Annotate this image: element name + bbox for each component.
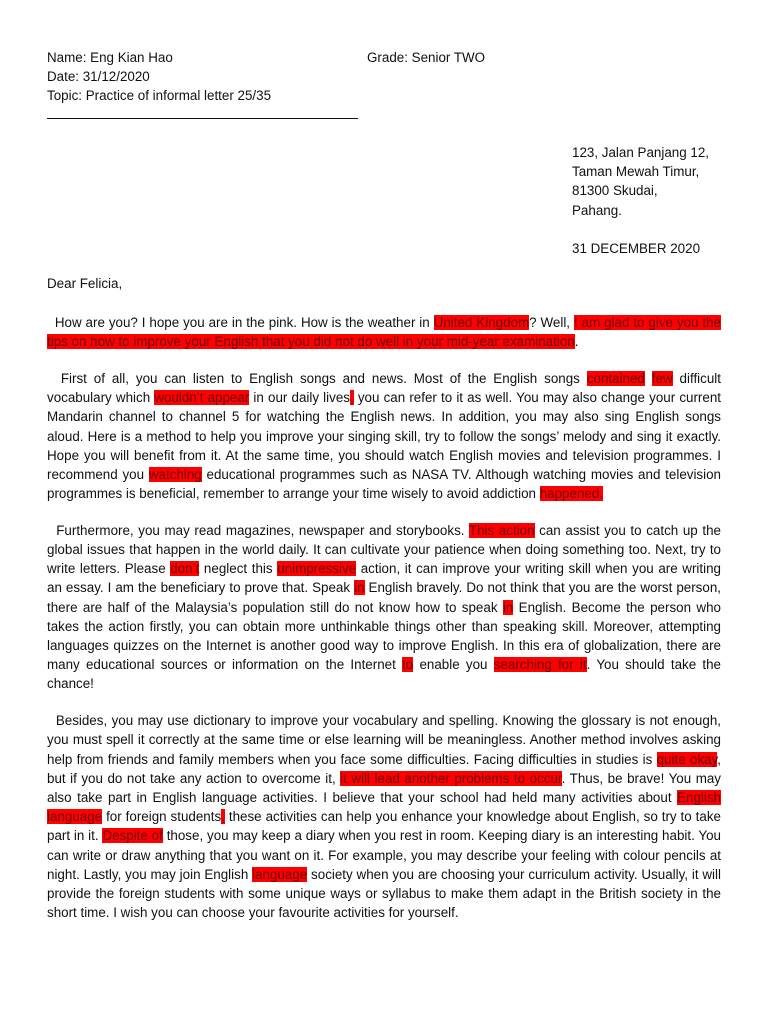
highlighted-correction: in xyxy=(502,599,514,615)
paragraph-text: neglect this xyxy=(199,561,278,577)
header-divider xyxy=(47,118,358,119)
paragraph-text: society when you are choosing your curriculum activity. Usually, it will provide the foreign students with some unique ways or syllabus to make them adapt in the British society in the short time. I wish you can choose your favourite activities for yourself. xyxy=(47,866,721,921)
paragraph-text: How are you? I hope you are in the pink. How is the weather in xyxy=(54,315,434,330)
letter-date: 31 DECEMBER 2020 xyxy=(572,240,701,256)
paragraph-text: difficult vocabulary which xyxy=(47,370,721,406)
highlighted-correction: it will lead another problems to occur xyxy=(340,770,562,786)
highlighted-correction: , xyxy=(221,809,225,825)
highlighted-correction: English language xyxy=(47,789,721,825)
sender-address xyxy=(572,143,709,258)
highlighted-correction: I am glad to give you the tips on how to improve your English that you did not do well in your mid-year examination xyxy=(47,315,722,350)
paragraph-text: Besides, you may use dictionary to improve your vocabulary and spelling. Knowing the glossary is not enough, you must spell it correctly at the same time or else learning will be meaningless. Another method involves asking help from friends and family members when you face some difficulties. Facing difficulties in studies is xyxy=(47,713,721,767)
paragraph-text: First of all, you can listen to English songs and news. Most of the English songs xyxy=(60,370,587,386)
student-grade: Grade: Senior TWO xyxy=(367,50,486,65)
highlighted-correction: Despite of xyxy=(102,828,163,844)
body-paragraph xyxy=(47,369,721,503)
body-paragraph xyxy=(47,711,721,922)
highlighted-correction: contained xyxy=(586,370,645,386)
paragraph-text: ? Well, xyxy=(529,315,574,330)
paragraph-text: Furthermore, you may read magazines, newspaper and storybooks. xyxy=(56,522,469,538)
salutation: Dear Felicia, xyxy=(47,276,123,291)
highlighted-correction: in xyxy=(354,580,365,596)
paragraph-text: for foreign students xyxy=(102,809,222,825)
paragraph-text: educational programmes such as NASA TV. Although watching movies and television programmes is beneficial, remember to arrange your time wisely to avoid addiction xyxy=(47,466,721,502)
paragraph-text: . You should take the chance! xyxy=(47,657,722,692)
address-line: Pahang. xyxy=(572,202,622,218)
body-paragraph xyxy=(47,521,721,694)
address-line: 81300 Skudai, xyxy=(572,183,658,199)
paragraph-text: English. Become the person who takes the action firstly, you can obtain more unthinkable things other than speaking skill. Moreover, attempting languages quizzes on the Internet is another good way to improve English. In this era of globalization, there are many educational sources or information on the Internet xyxy=(47,599,721,673)
highlighted-correction: searching for it xyxy=(493,657,587,673)
body-paragraph xyxy=(47,313,721,351)
paragraph-text: those, you may keep a diary when you rest in room. Keeping diary is an interesting habit. You can write or draw anything that you want on it. For example, you may describe your feeling with colour pencils at night. Lastly, you may join English xyxy=(47,828,722,882)
paragraph-text: . xyxy=(574,334,579,350)
highlighted-correction: happened. xyxy=(539,486,604,502)
paragraph-text: these activities can help you enhance your knowledge about English, so try to take part in it. xyxy=(47,809,721,844)
address-line: Taman Mewah Timur, xyxy=(572,164,700,180)
highlighted-correction: watching xyxy=(148,466,202,482)
student-name: Name: Eng Kian Hao xyxy=(47,50,173,65)
letter-body xyxy=(47,313,721,940)
paragraph-text: action, it can improve your writing skill when you are writing an essay. I am the beneficiary to prove that. Speak xyxy=(47,561,721,596)
highlighted-correction: United Kingdom xyxy=(433,315,530,330)
paragraph-text: enable you xyxy=(413,657,494,673)
highlighted-correction: quite okay xyxy=(656,751,718,767)
paragraph-text: English bravely. Do not think that you are the worst person, there are half of the Malaysia’s population still do not know how to speak xyxy=(47,580,721,615)
highlighted-correction: unimpressive xyxy=(277,561,357,577)
paragraph-text: in our daily lives xyxy=(249,390,350,406)
address-line: 123, Jalan Panjang 12, xyxy=(572,145,709,160)
highlighted-correction: This action xyxy=(468,522,535,538)
paragraph-text: you can refer to it as well. You may also change your current Mandarin channel to channel 5 for watching the English news. In addition, you may also sing English songs aloud. Here is a method to help you improve your singing skill, try to follow the songs’ melody and sing it exactly. Hope you will benefit from it. At the same time, you should watch English movies and television programmes. I recommend you xyxy=(47,390,722,482)
paragraph-text: , but if you do not take any action to overcome it, xyxy=(47,751,721,786)
submission-date: Date: 31/12/2020 xyxy=(47,69,150,84)
paragraph-text xyxy=(645,371,652,386)
highlighted-correction: , xyxy=(349,390,354,406)
highlighted-correction: don’t xyxy=(170,561,200,577)
highlighted-correction: few xyxy=(651,370,673,386)
highlighted-correction: language xyxy=(252,866,308,882)
paragraph-text: can assist you to catch up the global issues that happen in the world daily. It can cultivate your patience when doing something too. Next, try to write letters. Please xyxy=(47,522,721,577)
paragraph-text: . Thus, be brave! You may also take part in English language activities. I believe that your school had held many activities about xyxy=(47,770,721,805)
topic-line: Topic: Practice of informal letter 25/35 xyxy=(47,88,272,103)
highlighted-correction: to xyxy=(402,657,414,673)
highlighted-correction: wouldn’t appear xyxy=(154,390,250,406)
